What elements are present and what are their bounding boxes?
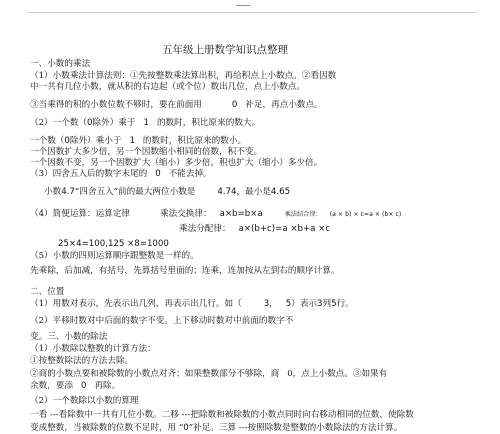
simplified-operations-line: （4）简便运算：运算定律 乘法交换律： a×b=b×a 乘法结合律： (a × b) × c=a × (b× c) [30, 209, 402, 219]
section-heading-division: 变。三、小数的除法 [30, 332, 108, 342]
multiplication-fact-smaller: 一个数（0除外）乘小于 1 的数时，积比原来的数小。 [30, 136, 247, 146]
position-rule-line2: （2）平移时数对中后面的数字不变。上下移动时数对中前面的数字不 [30, 316, 294, 326]
multiplication-fact-invariance: 一个因数扩大多少倍，另一个因数缩小相同的倍数，积不变。 [30, 147, 263, 157]
division-rule-step1: ①按整数除法的方法去除。 [30, 356, 134, 366]
division-rule-heading: （1）小数除以整数的计算方法： [30, 344, 156, 354]
section-heading-position: 二、位置 [30, 287, 65, 297]
rounding-example: 小数4.7“四舍五入”前的最大两位小数是 4.74，最小是4.65 [44, 187, 291, 197]
position-rule-line1: （1）用数对表示，先表示出几列，再表示出几行。如（ 3， 5）表示3列5行。 [30, 299, 354, 309]
division-by-decimal-heading: （2）一个数除以小数的算理 [30, 396, 139, 406]
division-by-decimal-line2: 变成整数，当被除数的位数不足时，用 “0”补足。三算 ---按照除数是整数的小数除法的方法计算。 [30, 423, 403, 433]
operation-order-rule: （5）小数的四则运算顺序跟整数是一样的。 [30, 251, 199, 261]
division-by-decimal-line1: 一看 ---看除数中一共有几位小数。二移 ---把除数和被除数的小数点同时向右移动相同的位数，使除数 [30, 410, 414, 420]
distributive-law: 乘法分配律： a×(b+c)=a ×b+a ×c [179, 224, 331, 234]
operation-order-detail: 先乘除，后加减，有括号，先算括号里面的；连乘，连加按从左到右的顺序计算。 [30, 266, 340, 276]
calculation-examples: 25×4=100,125 ×8=1000 [58, 239, 169, 249]
header-rule [27, 12, 477, 13]
section-heading-multiplication: 一、小数的乘法 [30, 59, 91, 69]
multiplication-rule-line1: （1）小数乘法计算法则：①先按整数乘法算出积，再给积点上小数点。②看因数 [30, 71, 337, 81]
document-title: 五年级上册数学知识点整理 [162, 44, 288, 56]
multiplication-fact-scaling: 一个因数不变，另一个因数扩大（缩小）多少倍，积也扩大（缩小）多少倍。 [30, 158, 323, 168]
multiplication-fact-greater: （2）一个数（0除外）乘于 1 的数时，积比原来的数大。 [30, 118, 261, 128]
rounding-rule: （3）四舍五入后的数字末尾的 0 不能去掉。 [30, 169, 212, 179]
multiplication-rule-line3: ③当乘得的积的小数位数不够时，要在前面用 0 补足，再点小数点。 [30, 100, 323, 110]
division-rule-step2: ②商的小数点要和被除数的小数点对齐；如果整数部分不够除，商 0，点上小数点。③如果有 [30, 369, 388, 379]
division-rule-step3: 余数，要添 0 再除。 [30, 381, 121, 391]
header-tick [236, 5, 250, 6]
multiplication-rule-line2: 中一共有几位小数，就从积的右边起（或个位）数出几位，点上小数点。 [30, 82, 306, 92]
